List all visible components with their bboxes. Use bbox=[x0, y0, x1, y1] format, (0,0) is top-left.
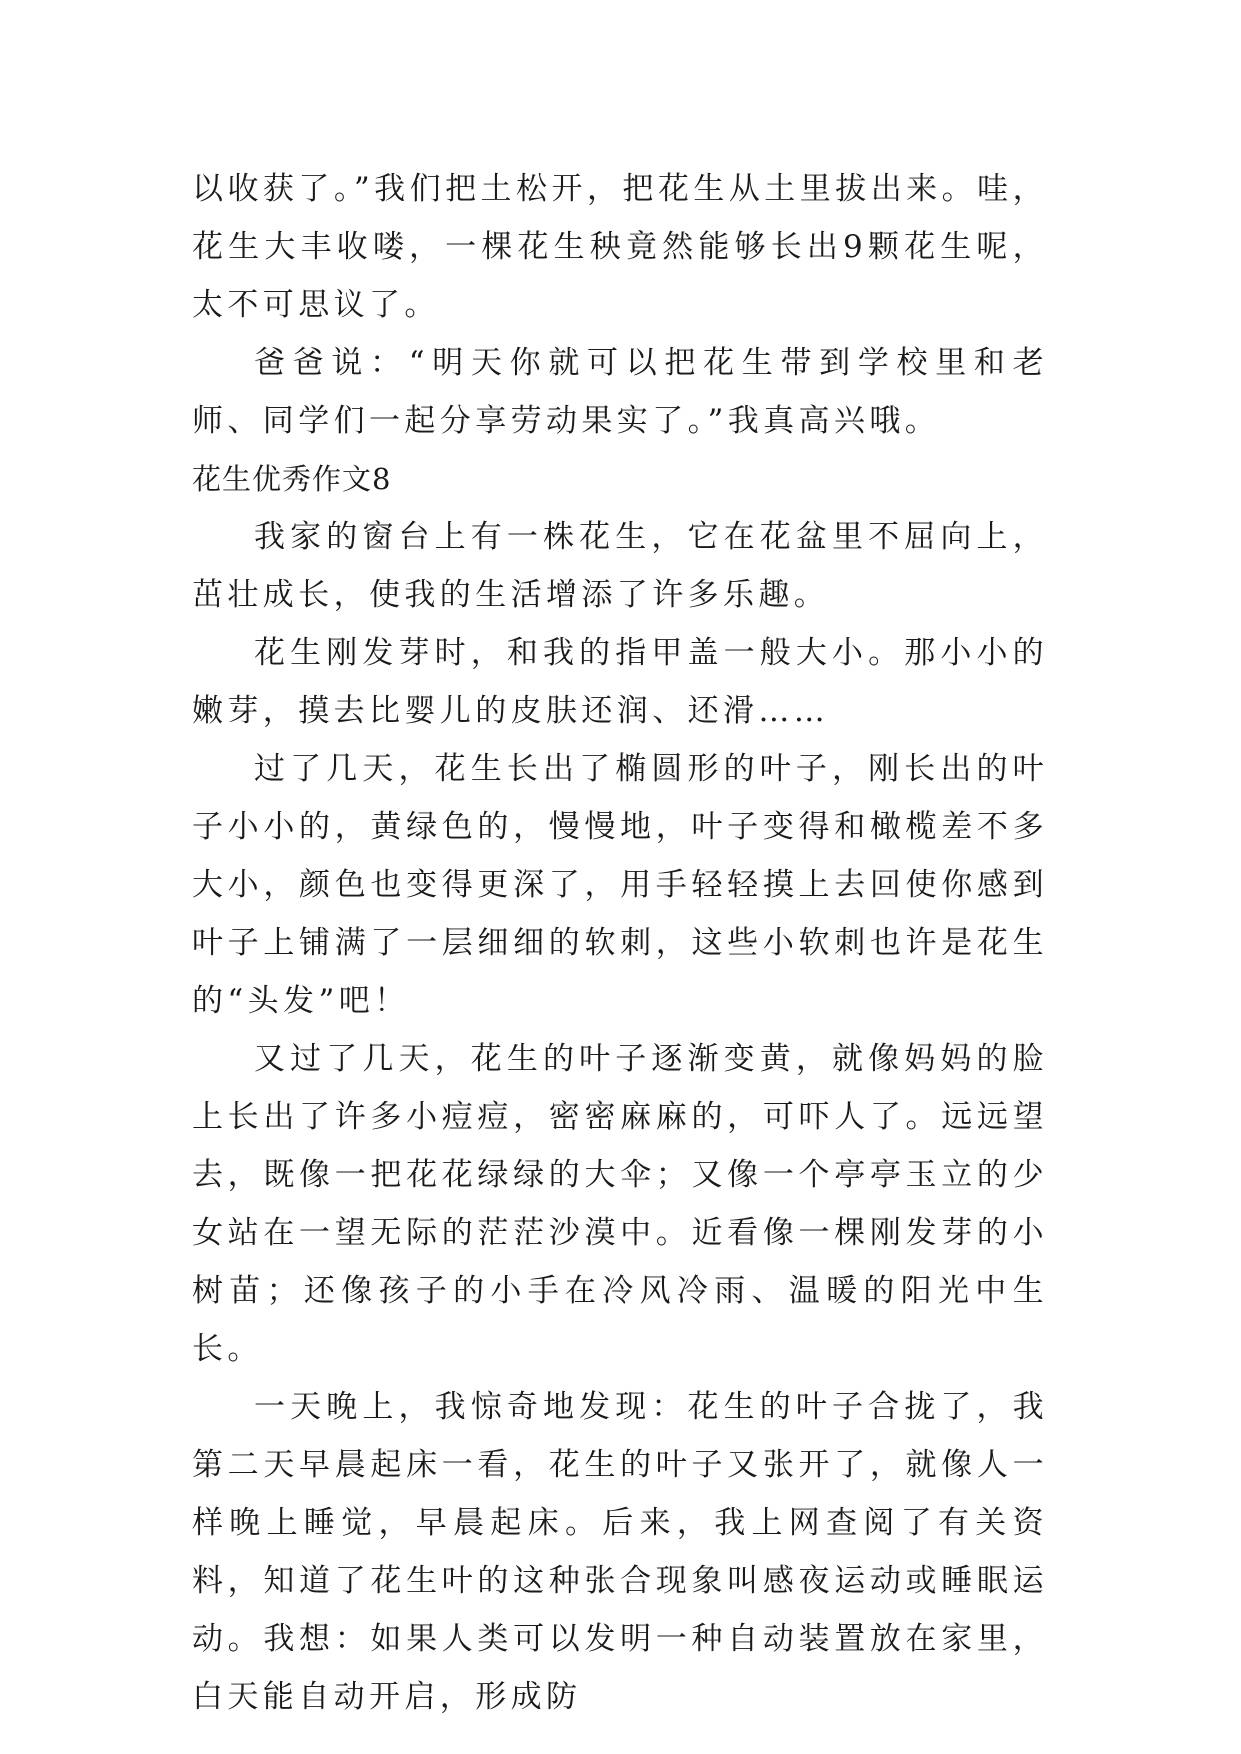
paragraph-night-movement: 一天晚上，我惊奇地发现：花生的叶子合拢了，我第二天早晨起床一看，花生的叶子又张开了，就像人一样晚上睡觉，早晨起床。后来，我上网查阅了有关资料，知道了花生叶的这种张合现象叫感夜运动或睡眠运动。我想：如果人类可以发明一种自动装置放在家里，白天能自动开启，形成防 bbox=[192, 1389, 1048, 1715]
document-body bbox=[192, 160, 1048, 1726]
paragraph-harvest-continued: 以收获了。”我们把土松开，把花生从土里拔出来。哇，花生大丰收喽，一棵花生秧竟然能够长出9颗花生呢，太不可思议了。 bbox=[192, 171, 1048, 323]
paragraph-sprouting: 花生刚发芽时，和我的指甲盖一般大小。那小小的嫩芽，摸去比婴儿的皮肤还润、还滑…… bbox=[192, 635, 1048, 729]
paragraph-windowsill: 我家的窗台上有一株花生，它在花盆里不屈向上，茁壮成长，使我的生活增添了许多乐趣。 bbox=[192, 519, 1048, 613]
paragraph-dad-says: 爸爸说：“明天你就可以把花生带到学校里和老师、同学们一起分享劳动果实了。”我真高兴哦。 bbox=[192, 345, 1048, 439]
paragraph-leaves: 过了几天，花生长出了椭圆形的叶子，刚长出的叶子小小的，黄绿色的，慢慢地，叶子变得和橄榄差不多大小，颜色也变得更深了，用手轻轻摸上去回使你感到叶子上铺满了一层细细的软刺，这些小软刺也许是花生的“头发”吧！ bbox=[192, 751, 1048, 1019]
paragraph-yellowing: 又过了几天，花生的叶子逐渐变黄，就像妈妈的脸上长出了许多小痘痘，密密麻麻的，可吓人了。远远望去，既像一把花花绿绿的大伞；又像一个亭亭玉立的少女站在一望无际的茫茫沙漠中。近看像一棵刚发芽的小树苗；还像孩子的小手在冷风冷雨、温暖的阳光中生长。 bbox=[192, 1041, 1048, 1367]
essay-title: 花生优秀作文8 bbox=[192, 462, 392, 496]
